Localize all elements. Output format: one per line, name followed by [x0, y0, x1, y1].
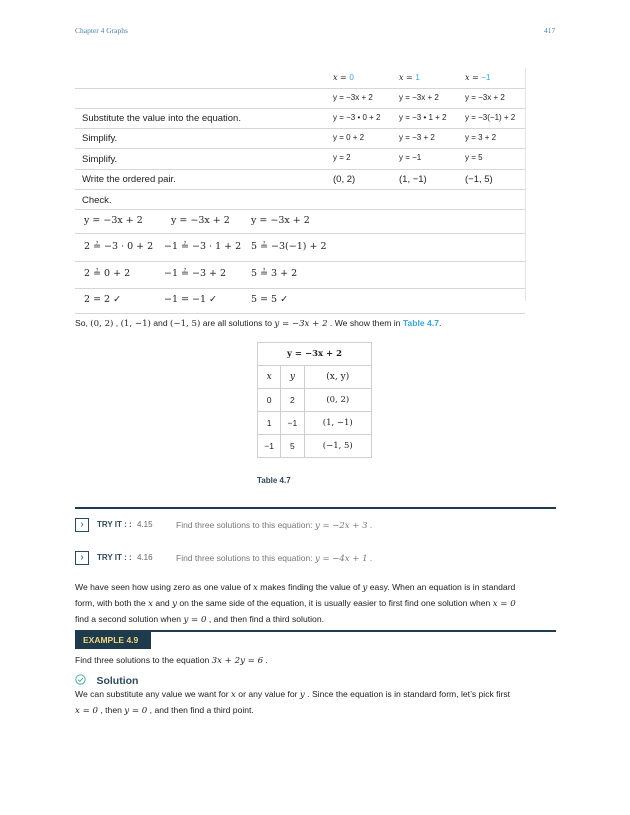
- step-row: [75, 190, 525, 210]
- table-right-edge: [525, 68, 526, 301]
- step-row: [75, 109, 525, 129]
- check-cell: 2 ≟ 0 + 2: [84, 268, 131, 279]
- ordered-pair-cell: (−1, 5): [465, 174, 493, 185]
- step-cell: y = −3 • 0 + 2: [333, 113, 381, 122]
- equation-cell: y = −3x + 2: [465, 93, 505, 102]
- check-cell: −1 ≟ −3 + 2: [164, 268, 227, 279]
- check-cell: 2 = 2 ✓: [84, 294, 122, 305]
- check-row: [75, 234, 525, 262]
- solution-heading: Solution: [75, 671, 138, 689]
- table-cell: 2: [281, 389, 304, 412]
- table-cell: 5: [281, 435, 304, 458]
- step-row: [75, 149, 525, 170]
- try-it-label: TRY IT : :: [97, 520, 132, 529]
- step-cell: y = −3 + 2: [399, 133, 435, 142]
- check-cell: 5 ≟ 3 + 2: [251, 268, 298, 279]
- check-cell: y = −3x + 2: [251, 215, 310, 226]
- step-label: Simplify.: [82, 133, 118, 144]
- check-circle-icon: [75, 674, 86, 685]
- table-4-7: [257, 342, 372, 458]
- solution-text: We can substitute any value we want for x or any value for y . Since the equation is in standard form, let’s pick first x = 0 , then y = 0 , and then find a third point.: [75, 689, 511, 716]
- worked-solution-table: [75, 68, 525, 314]
- check-row: [75, 210, 525, 234]
- col-head-xneg1: x = −1: [465, 73, 491, 82]
- check-cell: 5 ≟ −3(−1) + 2: [251, 241, 327, 252]
- table-row: [258, 389, 372, 412]
- try-it-number: 4.16: [137, 553, 153, 562]
- step-cell: y = −3(−1) + 2: [465, 113, 516, 122]
- check-cell: 2 ≟ −3 · 0 + 2: [84, 241, 154, 252]
- step-cell: y = 0 + 2: [333, 133, 365, 142]
- table-cell: (1, −1): [304, 412, 372, 435]
- explanation-paragraph: We have seen how using zero as one value of x makes finding the value of y easy. When an equation is in standard form, with both the x and y on the same side of the equation, it is usually easier to first find one solution when x = 0 find a second solution when y = 0 , and then find a third solution.: [75, 582, 516, 625]
- table-4-7-link[interactable]: Table 4.7: [402, 318, 440, 328]
- table-row: [258, 412, 372, 435]
- step-label: Check.: [82, 195, 112, 206]
- step-label: Write the ordered pair.: [82, 174, 176, 185]
- equation-cell: y = −3x + 2: [399, 93, 439, 102]
- check-cell: −1 = −1 ✓: [164, 294, 217, 305]
- step-label: Substitute the value into the equation.: [82, 113, 241, 124]
- ordered-pair-cell: (0, 2): [333, 174, 356, 185]
- col-head-x1: x = 1: [399, 73, 420, 82]
- step-cell: y = −1: [399, 153, 422, 162]
- check-row: [75, 289, 525, 314]
- chevron-right-icon[interactable]: ›: [75, 551, 89, 565]
- summary-sentence: So, (0, 2) , (1, −1) and (−1, 5) are all solutions to y = −3x + 2 . We show them in Table 4.7.: [75, 318, 442, 329]
- step-row: [75, 129, 525, 149]
- check-cell: 5 = 5 ✓: [251, 294, 289, 305]
- check-cell: y = −3x + 2: [84, 215, 143, 226]
- table-caption: Table 4.7: [257, 476, 291, 485]
- section-rule: [75, 507, 556, 509]
- table-cell: 1: [258, 412, 281, 435]
- step-cell: y = 2: [333, 153, 351, 162]
- check-cell: y = −3x + 2: [171, 215, 230, 226]
- table-header-pair: (x, y): [304, 366, 372, 389]
- page-number: 417: [544, 26, 556, 35]
- try-it-number: 4.15: [137, 520, 153, 529]
- example-badge: EXAMPLE 4.9: [75, 632, 151, 649]
- table-cell: (−1, 5): [304, 435, 372, 458]
- table-cell: −1: [258, 435, 281, 458]
- equation-cell: y = −3x + 2: [333, 93, 373, 102]
- try-it-text: Find three solutions to this equation: y = −4x + 1 .: [176, 553, 373, 564]
- step-cell: y = −3 • 1 + 2: [399, 113, 447, 122]
- example-task: Find three solutions to the equation 3x + 2y = 6 .: [75, 655, 268, 666]
- table-row: [258, 435, 372, 458]
- chevron-right-icon[interactable]: ›: [75, 518, 89, 532]
- table-cell: −1: [281, 412, 304, 435]
- table-cell: 0: [258, 389, 281, 412]
- table-header-y: y: [281, 366, 304, 389]
- table-cell: (0, 2): [304, 389, 372, 412]
- step-label: Simplify.: [82, 154, 118, 165]
- step-cell: y = 5: [465, 153, 483, 162]
- check-cell: −1 ≟ −3 · 1 + 2: [164, 241, 242, 252]
- table-header-x: x: [258, 366, 281, 389]
- chapter-header: Chapter 4 Graphs: [75, 26, 128, 35]
- check-row: [75, 262, 525, 289]
- table-equation-row: [75, 89, 525, 109]
- table-title: y = −3x + 2: [258, 343, 372, 366]
- ordered-pair-cell: (1, −1): [399, 174, 427, 185]
- step-row: [75, 170, 525, 190]
- try-it-text: Find three solutions to this equation: y = −2x + 3 .: [176, 520, 373, 531]
- try-it-label: TRY IT : :: [97, 553, 132, 562]
- step-cell: y = 3 + 2: [465, 133, 497, 142]
- table-header-row: [75, 68, 525, 89]
- col-head-x0: x = 0: [333, 73, 354, 82]
